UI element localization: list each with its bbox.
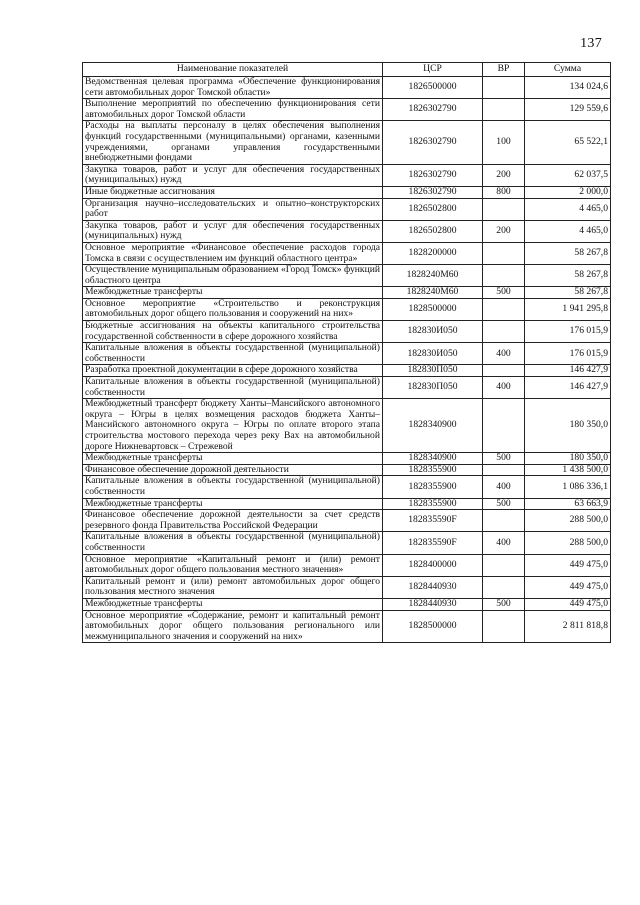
row-csr-cell: 1828440930: [383, 576, 483, 598]
row-vr-cell: 100: [483, 121, 525, 164]
row-vr-cell: [483, 77, 525, 99]
table-row: [83, 453, 611, 465]
row-sum-cell: 58 267,8: [525, 265, 611, 287]
table-row: [83, 464, 611, 476]
row-csr-cell: 1828355900: [383, 464, 483, 476]
row-name-cell: Ведомственная целевая программа «Обеспечение функционирования сети автомобильных дорог Томской области»: [83, 77, 383, 99]
row-csr-cell: 1828200000: [383, 242, 483, 264]
row-sum-cell: 58 267,8: [525, 287, 611, 299]
table-row: [83, 298, 611, 320]
header-sum: Сумма: [525, 63, 611, 77]
row-csr-cell: 1828440930: [383, 598, 483, 610]
table-row: [83, 498, 611, 510]
row-sum-cell: 146 427,9: [525, 365, 611, 377]
table-row: [83, 265, 611, 287]
row-name-cell: Иные бюджетные ассигнования: [83, 186, 383, 198]
row-csr-cell: 1828340900: [383, 399, 483, 453]
table-row: [83, 321, 611, 343]
row-csr-cell: 1826302790: [383, 99, 483, 121]
row-vr-cell: 800: [483, 186, 525, 198]
row-vr-cell: [483, 365, 525, 377]
row-csr-cell: 1826302790: [383, 121, 483, 164]
table-row: [83, 220, 611, 242]
row-csr-cell: 182830И050: [383, 321, 483, 343]
row-sum-cell: 180 350,0: [525, 453, 611, 465]
table-row: [83, 77, 611, 99]
row-name-cell: Финансовое обеспечение дорожной деятельности: [83, 464, 383, 476]
row-sum-cell: 2 000,0: [525, 186, 611, 198]
row-csr-cell: 1826502800: [383, 220, 483, 242]
row-name-cell: Межбюджетные трансферты: [83, 498, 383, 510]
row-vr-cell: [483, 265, 525, 287]
row-csr-cell: 1828500000: [383, 298, 483, 320]
table-row: [83, 610, 611, 643]
row-name-cell: Капитальные вложения в объекты государственной (муниципальной) собственности: [83, 476, 383, 498]
row-sum-cell: 129 559,6: [525, 99, 611, 121]
row-csr-cell: 1828240М60: [383, 287, 483, 299]
row-vr-cell: 200: [483, 220, 525, 242]
row-sum-cell: 176 015,9: [525, 343, 611, 365]
row-sum-cell: 1 086 336,1: [525, 476, 611, 498]
row-sum-cell: 4 465,0: [525, 220, 611, 242]
table-row: [83, 576, 611, 598]
row-csr-cell: 1826302790: [383, 186, 483, 198]
row-sum-cell: 146 427,9: [525, 377, 611, 399]
row-name-cell: Межбюджетные трансферты: [83, 598, 383, 610]
table-row: [83, 510, 611, 532]
row-name-cell: Организация научно–исследовательских и опытно–конструкторских работ: [83, 198, 383, 220]
row-name-cell: Основное мероприятие «Финансовое обеспечение расходов города Томска в связи с осуществлением им функций областного центра»: [83, 242, 383, 264]
row-sum-cell: 288 500,0: [525, 532, 611, 554]
row-name-cell: Капитальные вложения в объекты государственной (муниципальной) собственности: [83, 343, 383, 365]
table-row: [83, 198, 611, 220]
row-name-cell: Капитальный ремонт и (или) ремонт автомобильных дорог общего пользования местного значения: [83, 576, 383, 598]
row-name-cell: Межбюджетный трансферт бюджету Ханты–Мансийского автономного округа – Югры в целях возмещения расходов бюджета Ханты–Мансийского автономного округа – Югры по оплате второго этапа строительства мостового перехода через реку Вах на автомобильной дороге Нижневартовск – Стрежевой: [83, 399, 383, 453]
row-vr-cell: 400: [483, 377, 525, 399]
row-csr-cell: 1826502800: [383, 198, 483, 220]
table-row: [83, 532, 611, 554]
row-name-cell: Основное мероприятие «Капитальный ремонт и (или) ремонт автомобильных дорог общего пользования местного значения»: [83, 554, 383, 576]
row-vr-cell: [483, 321, 525, 343]
row-vr-cell: [483, 610, 525, 643]
row-name-cell: Основное мероприятие «Строительство и реконструкция автомобильных дорог общего пользования и сооружений на них»: [83, 298, 383, 320]
table-row: [83, 554, 611, 576]
row-vr-cell: 400: [483, 532, 525, 554]
row-csr-cell: 1826302790: [383, 164, 483, 186]
row-sum-cell: 449 475,0: [525, 554, 611, 576]
row-vr-cell: [483, 298, 525, 320]
row-sum-cell: 4 465,0: [525, 198, 611, 220]
row-csr-cell: 182835590F: [383, 532, 483, 554]
header-csr: ЦСР: [383, 63, 483, 77]
table-row: [83, 476, 611, 498]
row-vr-cell: [483, 576, 525, 598]
row-csr-cell: 1828355900: [383, 498, 483, 510]
row-csr-cell: 182830И050: [383, 343, 483, 365]
row-csr-cell: 1828500000: [383, 610, 483, 643]
row-csr-cell: 1828340900: [383, 453, 483, 465]
row-sum-cell: 288 500,0: [525, 510, 611, 532]
table-row: [83, 598, 611, 610]
header-vr: ВР: [483, 63, 525, 77]
row-name-cell: Выполнение мероприятий по обеспечению функционирования сети автомобильных дорог Томской области: [83, 99, 383, 121]
row-name-cell: Капитальные вложения в объекты государственной (муниципальной) собственности: [83, 377, 383, 399]
row-sum-cell: 63 663,9: [525, 498, 611, 510]
row-vr-cell: [483, 399, 525, 453]
row-vr-cell: 400: [483, 343, 525, 365]
row-csr-cell: 1828240М60: [383, 265, 483, 287]
row-name-cell: Закупка товаров, работ и услуг для обеспечения государственных (муниципальных) нужд: [83, 220, 383, 242]
row-vr-cell: [483, 99, 525, 121]
row-csr-cell: 182835590F: [383, 510, 483, 532]
table-row: [83, 365, 611, 377]
row-sum-cell: 176 015,9: [525, 321, 611, 343]
row-name-cell: Осуществление муниципальным образованием «Город Томск» функций областного центра: [83, 265, 383, 287]
row-name-cell: Капитальные вложения в объекты государственной (муниципальной) собственности: [83, 532, 383, 554]
row-sum-cell: 134 024,6: [525, 77, 611, 99]
row-vr-cell: [483, 464, 525, 476]
row-name-cell: Расходы на выплаты персоналу в целях обеспечения выполнения функций государственными (муниципальными) органами, казенными учреждениями, органами управления государственными внебюджетными фондами: [83, 121, 383, 164]
table-row: [83, 121, 611, 164]
row-name-cell: Межбюджетные трансферты: [83, 453, 383, 465]
row-vr-cell: 500: [483, 287, 525, 299]
row-csr-cell: 1828355900: [383, 476, 483, 498]
row-name-cell: Основное мероприятие «Содержание, ремонт и капитальный ремонт автомобильных дорог общего пользования регионального или межмуниципального значения и сооружений на них»: [83, 610, 383, 643]
table-row: [83, 377, 611, 399]
row-sum-cell: 449 475,0: [525, 598, 611, 610]
row-vr-cell: [483, 242, 525, 264]
table-row: [83, 343, 611, 365]
row-vr-cell: 400: [483, 476, 525, 498]
row-sum-cell: 58 267,8: [525, 242, 611, 264]
header-name: Наименование показателей: [83, 63, 383, 77]
row-vr-cell: 500: [483, 453, 525, 465]
row-vr-cell: 500: [483, 598, 525, 610]
row-csr-cell: 182830П050: [383, 365, 483, 377]
row-vr-cell: [483, 554, 525, 576]
row-name-cell: Бюджетные ассигнования на объекты капитального строительства государственной собственности в сфере дорожного хозяйства: [83, 321, 383, 343]
row-sum-cell: 65 522,1: [525, 121, 611, 164]
row-name-cell: Разработка проектной документации в сфере дорожного хозяйства: [83, 365, 383, 377]
row-vr-cell: [483, 510, 525, 532]
row-csr-cell: 182830П050: [383, 377, 483, 399]
row-sum-cell: 1 438 500,0: [525, 464, 611, 476]
page-number: 137: [580, 36, 602, 51]
row-name-cell: Межбюджетные трансферты: [83, 287, 383, 299]
budget-table: [82, 62, 611, 643]
row-sum-cell: 1 941 295,8: [525, 298, 611, 320]
row-name-cell: Закупка товаров, работ и услуг для обеспечения государственных (муниципальных) нужд: [83, 164, 383, 186]
row-csr-cell: 1826500000: [383, 77, 483, 99]
row-sum-cell: 449 475,0: [525, 576, 611, 598]
row-csr-cell: 1828400000: [383, 554, 483, 576]
row-sum-cell: 180 350,0: [525, 399, 611, 453]
row-sum-cell: 62 037,5: [525, 164, 611, 186]
row-vr-cell: [483, 198, 525, 220]
table-row: [83, 399, 611, 453]
table-row: [83, 287, 611, 299]
table-row: [83, 164, 611, 186]
row-vr-cell: 500: [483, 498, 525, 510]
table-row: [83, 99, 611, 121]
table-header-row: [83, 63, 611, 77]
table-body: [83, 77, 611, 643]
row-vr-cell: 200: [483, 164, 525, 186]
table-row: [83, 186, 611, 198]
row-name-cell: Финансовое обеспечение дорожной деятельности за счет средств резервного фонда Правительства Российской Федерации: [83, 510, 383, 532]
table-row: [83, 242, 611, 264]
row-sum-cell: 2 811 818,8: [525, 610, 611, 643]
